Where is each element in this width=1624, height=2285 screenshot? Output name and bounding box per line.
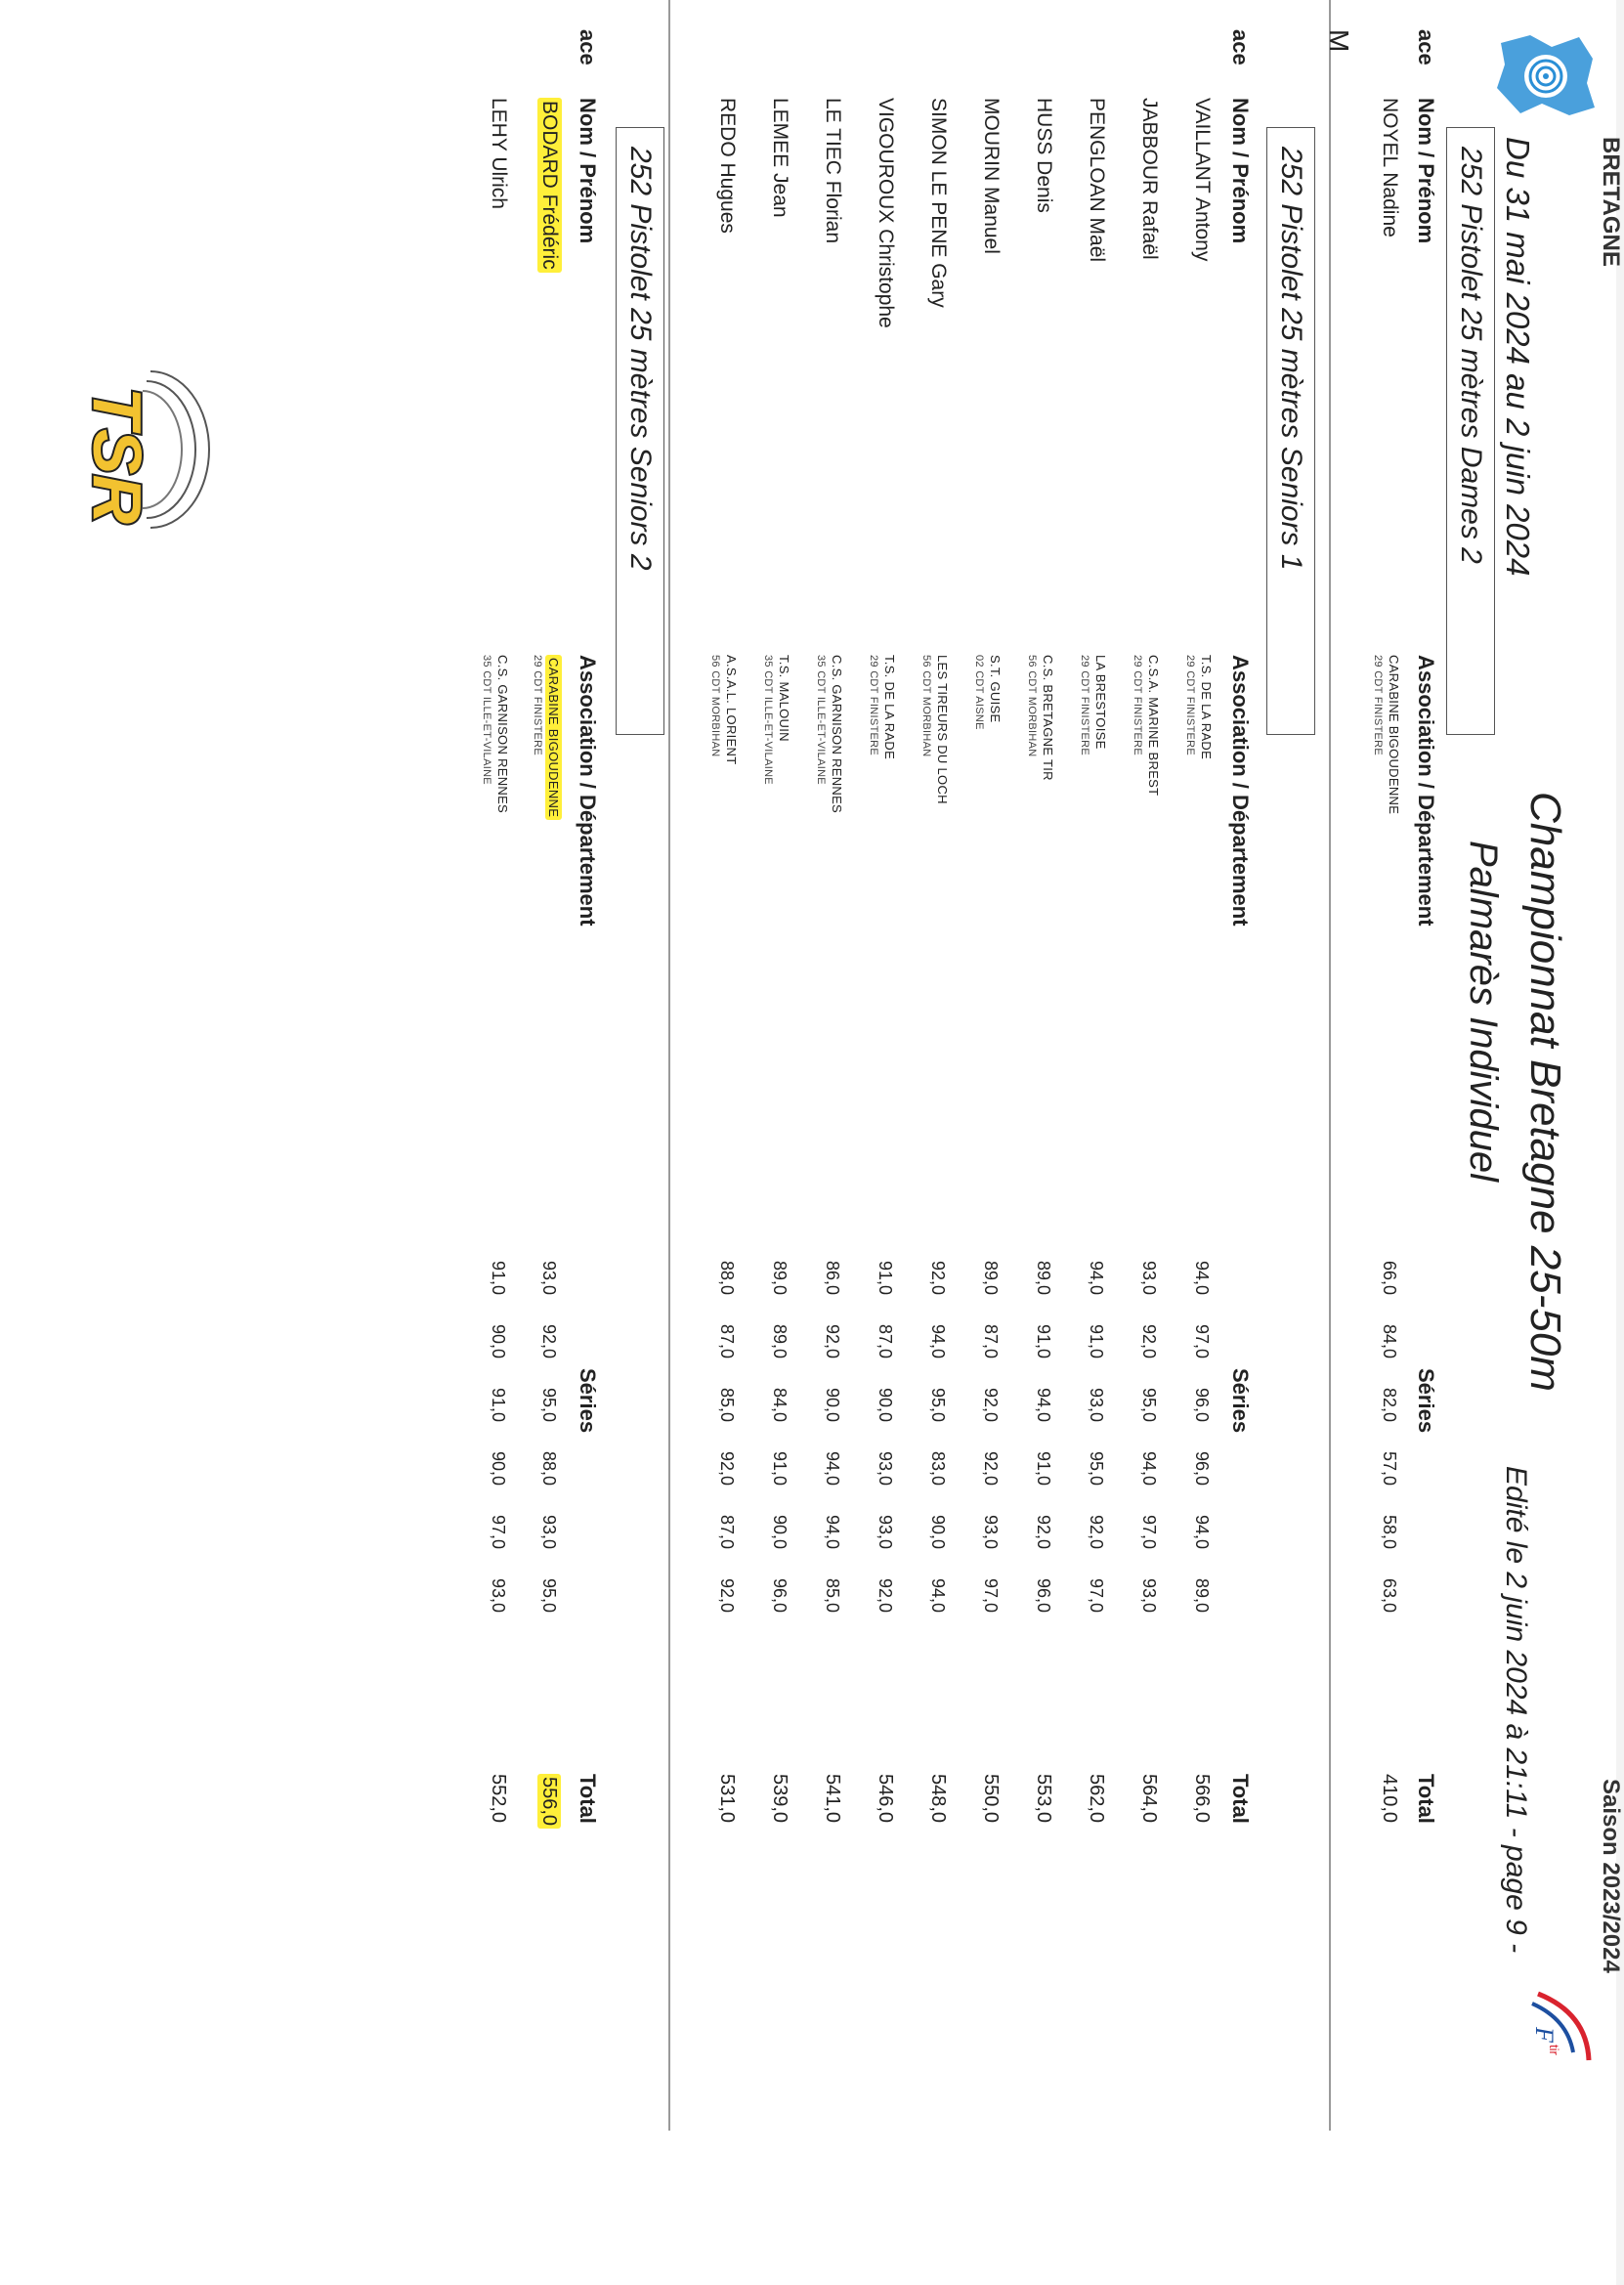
series-2: 94,0 — [928, 1324, 948, 1359]
series-2: 92,0 — [1139, 1324, 1159, 1359]
series-1: 89,0 — [1034, 1261, 1053, 1296]
athlete-club: C.S. GARNISON RENNES 35 CDT ILLE-ET-VILAINE — [481, 655, 510, 814]
series-4: 83,0 — [928, 1451, 948, 1487]
series-1: 89,0 — [981, 1261, 1001, 1296]
edit-info: Edité le 2 juin 2024 à 21:11 - page 9 - — [1500, 1466, 1532, 1954]
series-3: 84,0 — [770, 1388, 790, 1423]
series-4: 92,0 — [717, 1451, 737, 1487]
athlete-total: 552,0 — [488, 1774, 509, 1824]
series-2: 87,0 — [981, 1324, 1001, 1359]
series-2: 90,0 — [489, 1324, 508, 1359]
series-6: 97,0 — [981, 1578, 1001, 1614]
tsr-logo-text: TSR — [79, 387, 155, 524]
separator-line — [668, 0, 670, 2131]
col-club-2: Association / Département — [1228, 655, 1253, 927]
series-6: 63,0 — [1380, 1578, 1399, 1614]
series-1: 89,0 — [770, 1261, 790, 1296]
series-6: 97,0 — [1087, 1578, 1106, 1614]
season-cut-text: Saison 2023/2024 — [1598, 1779, 1624, 1973]
series-1: 94,0 — [1192, 1261, 1212, 1296]
athlete-name: BODARD Frédéric — [537, 98, 561, 273]
series-4: 95,0 — [1087, 1451, 1106, 1487]
athlete-name: LEMEE Jean — [769, 98, 791, 218]
athlete-name: VAILLANT Antony — [1191, 98, 1214, 262]
col-name-3: Nom / Prénom — [576, 98, 600, 244]
athlete-total: 566,0 — [1191, 1774, 1213, 1824]
athlete-total: 562,0 — [1086, 1774, 1107, 1824]
athlete-club: S.T. GUISE 02 CDT AISNE — [973, 655, 1003, 730]
athlete-name: HUSS Denis — [1033, 98, 1055, 213]
series-6: 94,0 — [928, 1578, 948, 1614]
ff-tir-logo — [1518, 1984, 1597, 2072]
series-2: 92,0 — [823, 1324, 842, 1359]
margin-mark: M — [1324, 29, 1354, 53]
series-4: 96,0 — [1192, 1451, 1212, 1487]
series-6: 85,0 — [823, 1578, 842, 1614]
series-5: 87,0 — [717, 1515, 737, 1550]
series-3: 92,0 — [981, 1388, 1001, 1423]
series-3: 95,0 — [539, 1388, 559, 1423]
athlete-name: NOYEL Nadine — [1379, 98, 1401, 237]
athlete-club: C.S.A. MARINE BREST 29 CDT FINISTERE — [1132, 655, 1161, 797]
series-6: 93,0 — [489, 1578, 508, 1614]
series-3: 95,0 — [1139, 1388, 1159, 1423]
series-3: 90,0 — [823, 1388, 842, 1423]
col-total-3: Total — [576, 1774, 600, 1824]
series-3: 82,0 — [1380, 1388, 1399, 1423]
series-4: 88,0 — [539, 1451, 559, 1487]
col-place-2: ace — [1228, 29, 1253, 65]
col-name-1: Nom / Prénom — [1414, 98, 1438, 244]
sub-title: Palmarès Individuel — [1462, 841, 1505, 1183]
athlete-name: MOURIN Manuel — [980, 98, 1003, 254]
series-4: 93,0 — [876, 1451, 895, 1487]
athlete-club: LA BRESTOISE 29 CDT FINISTERE — [1079, 655, 1108, 756]
series-4: 90,0 — [489, 1451, 508, 1487]
athlete-name: PENGLOAN Maël — [1086, 98, 1108, 263]
series-4: 94,0 — [823, 1451, 842, 1487]
col-place-1: ace — [1414, 29, 1438, 65]
athlete-name: REDO Hugues — [716, 98, 739, 234]
athlete-name: VIGOUROUX Christophe — [875, 98, 897, 328]
series-2: 92,0 — [539, 1324, 559, 1359]
series-4: 94,0 — [1139, 1451, 1159, 1487]
col-club-3: Association / Département — [576, 655, 600, 927]
athlete-club: T.S. DE LA RADE 29 CDT FINISTERE — [868, 655, 897, 760]
series-5: 58,0 — [1380, 1515, 1399, 1550]
series-3: 95,0 — [928, 1388, 948, 1423]
athlete-name: SIMON LE PENE Gary — [927, 98, 950, 308]
series-6: 95,0 — [539, 1578, 559, 1614]
series-5: 93,0 — [876, 1515, 895, 1550]
athlete-total: 556,0 — [537, 1774, 560, 1829]
athlete-total: 553,0 — [1033, 1774, 1054, 1824]
section-title-seniors1: 252 Pistolet 25 mètres Seniors 1 — [1275, 147, 1307, 571]
ff-tir-text: tir — [1547, 2045, 1561, 2055]
athlete-total: 550,0 — [980, 1774, 1002, 1824]
series-1: 93,0 — [1139, 1261, 1159, 1296]
col-series-3: Séries — [576, 1368, 600, 1434]
athlete-club: C.S. GARNISON RENNES 35 CDT ILLE-ET-VILAINE — [815, 655, 844, 814]
athlete-club: T.S. MALOUIN 35 CDT ILLE-ET-VILAINE — [762, 655, 791, 785]
athlete-total: 531,0 — [716, 1774, 738, 1824]
series-2: 89,0 — [770, 1324, 790, 1359]
series-6: 93,0 — [1139, 1578, 1159, 1614]
series-5: 97,0 — [489, 1515, 508, 1550]
series-1: 91,0 — [876, 1261, 895, 1296]
athlete-name: JABBOUR Rafaël — [1138, 98, 1161, 260]
series-5: 92,0 — [1087, 1515, 1106, 1550]
col-series-2: Séries — [1228, 1368, 1253, 1434]
series-5: 93,0 — [981, 1515, 1001, 1550]
main-title: Championnat Bretagne 25-50m — [1521, 792, 1569, 1392]
series-5: 90,0 — [770, 1515, 790, 1550]
series-5: 94,0 — [823, 1515, 842, 1550]
athlete-total: 564,0 — [1138, 1774, 1160, 1824]
col-place-3: ace — [576, 29, 600, 65]
series-4: 57,0 — [1380, 1451, 1399, 1487]
athlete-club: LES TIREURS DU LOCH 56 CDT MORBIHAN — [920, 655, 950, 804]
series-5: 94,0 — [1192, 1515, 1212, 1550]
series-5: 90,0 — [928, 1515, 948, 1550]
series-6: 89,0 — [1192, 1578, 1212, 1614]
series-3: 90,0 — [876, 1388, 895, 1423]
athlete-club: CARABINE BIGOUDENNE 29 CDT FINISTERE — [530, 655, 561, 820]
series-2: 87,0 — [717, 1324, 737, 1359]
series-3: 96,0 — [1192, 1388, 1212, 1423]
series-2: 97,0 — [1192, 1324, 1212, 1359]
ligue-bretagne-logo — [1491, 29, 1599, 119]
athlete-club: C.S. BRETAGNE TIR 56 CDT MORBIHAN — [1026, 655, 1055, 781]
athlete-total: 546,0 — [875, 1774, 896, 1824]
date-range: Du 31 mai 2024 au 2 juin 2024 — [1500, 137, 1536, 577]
series-1: 94,0 — [1087, 1261, 1106, 1296]
athlete-total: 539,0 — [769, 1774, 791, 1824]
col-name-2: Nom / Prénom — [1228, 98, 1253, 244]
section-title-dames2: 252 Pistolet 25 mètres Dames 2 — [1455, 147, 1487, 564]
series-1: 86,0 — [823, 1261, 842, 1296]
series-3: 94,0 — [1034, 1388, 1053, 1423]
col-total-1: Total — [1414, 1774, 1438, 1824]
athlete-club: CARABINE BIGOUDENNE 29 CDT FINISTERE — [1372, 655, 1401, 815]
athlete-total: 410,0 — [1379, 1774, 1400, 1824]
series-4: 91,0 — [770, 1451, 790, 1487]
series-4: 91,0 — [1034, 1451, 1053, 1487]
separator-line — [1329, 0, 1331, 2131]
col-club-1: Association / Département — [1414, 655, 1438, 927]
series-5: 93,0 — [539, 1515, 559, 1550]
series-1: 91,0 — [489, 1261, 508, 1296]
series-5: 92,0 — [1034, 1515, 1053, 1550]
col-series-1: Séries — [1414, 1368, 1438, 1434]
athlete-total: 548,0 — [927, 1774, 949, 1824]
series-1: 66,0 — [1380, 1261, 1399, 1296]
athlete-total: 541,0 — [822, 1774, 843, 1824]
series-2: 87,0 — [876, 1324, 895, 1359]
section-title-seniors2: 252 Pistolet 25 mètres Seniors 2 — [624, 147, 657, 571]
athlete-club: T.S. DE LA RADE 29 CDT FINISTERE — [1184, 655, 1214, 760]
series-6: 96,0 — [1034, 1578, 1053, 1614]
region-cut-text: BRETAGNE — [1598, 137, 1624, 267]
series-3: 85,0 — [717, 1388, 737, 1423]
series-6: 96,0 — [770, 1578, 790, 1614]
series-1: 93,0 — [539, 1261, 559, 1296]
series-3: 93,0 — [1087, 1388, 1106, 1423]
series-4: 92,0 — [981, 1451, 1001, 1487]
series-5: 97,0 — [1139, 1515, 1159, 1550]
athlete-name: LEHY Ulrich — [488, 98, 510, 209]
series-2: 84,0 — [1380, 1324, 1399, 1359]
col-total-2: Total — [1228, 1774, 1253, 1824]
series-6: 92,0 — [717, 1578, 737, 1614]
series-6: 92,0 — [876, 1578, 895, 1614]
svg-text:F: F — [1530, 2027, 1559, 2043]
series-2: 91,0 — [1087, 1324, 1106, 1359]
series-2: 91,0 — [1034, 1324, 1053, 1359]
athlete-name: LE TIEC Florian — [822, 98, 844, 243]
series-1: 88,0 — [717, 1261, 737, 1296]
athlete-club: A.S.A.L. LORIENT 56 CDT MORBIHAN — [709, 655, 739, 765]
series-1: 92,0 — [928, 1261, 948, 1296]
tsr-logo — [79, 352, 219, 547]
series-3: 91,0 — [489, 1388, 508, 1423]
